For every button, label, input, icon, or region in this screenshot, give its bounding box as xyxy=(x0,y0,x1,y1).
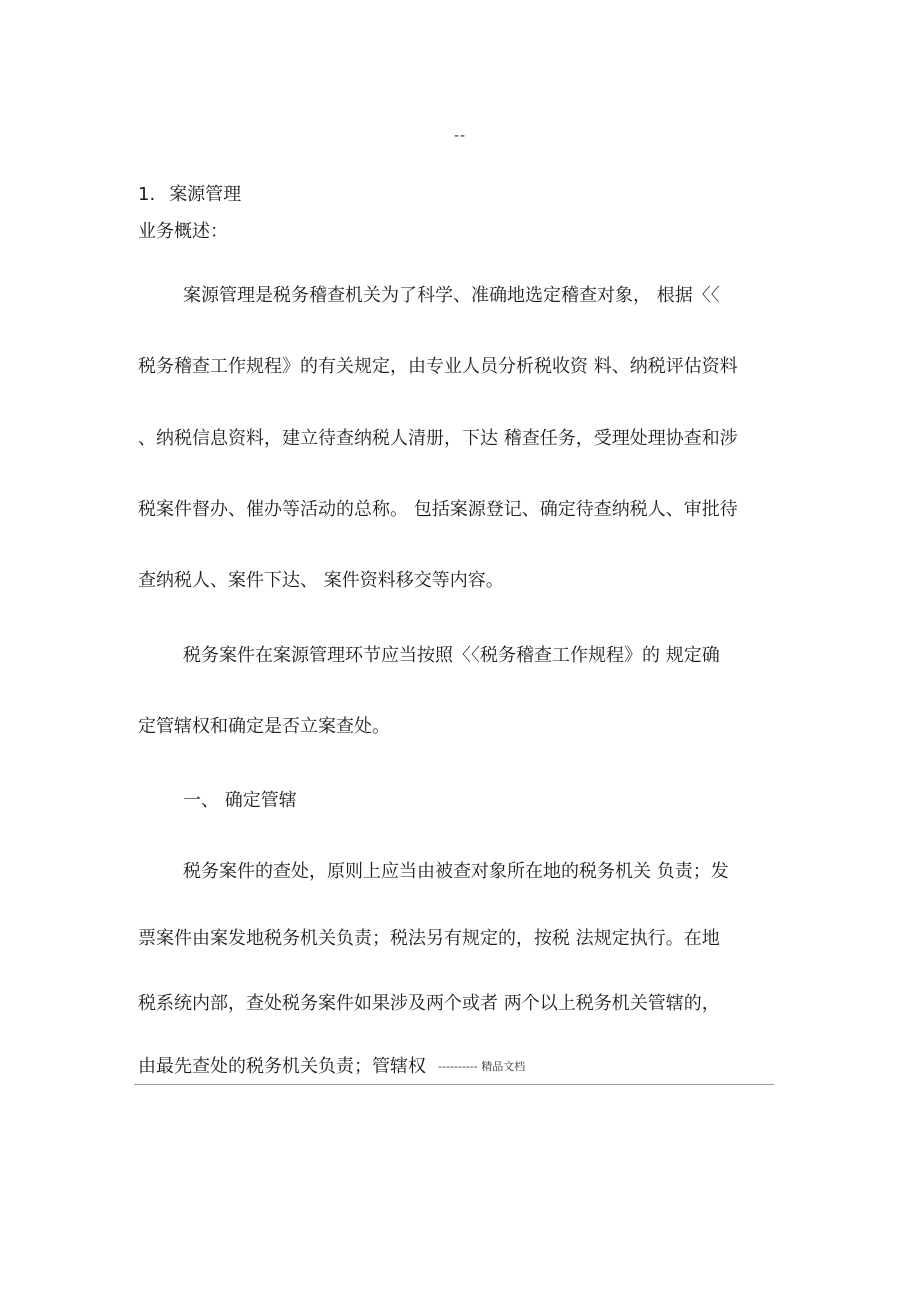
section-heading xyxy=(138,181,241,209)
paragraph-line: 票案件由案发地税务机关负责；税法另有规定的，按税 法规定执行。在地 xyxy=(138,928,720,949)
paragraph-line-last xyxy=(138,1053,525,1081)
heading-title: 案源管理 xyxy=(169,184,242,205)
paragraph-line-text: 由最先查处的税务机关负责；管辖权 xyxy=(138,1056,426,1077)
paragraph-line: 税务案件的查处，原则上应当由被查对象所在地的税务机关 负责；发 xyxy=(183,861,729,882)
paragraph-line: 、纳税信息资料，建立待查纳税人清册，下达 稽查任务，受理处理协查和涉 xyxy=(138,428,738,449)
paragraph-line: 定管辖权和确定是否立案查处。 xyxy=(138,716,390,737)
overview-label: 业务概述： xyxy=(138,221,228,242)
paragraph-line: 查纳税人、案件下达、 案件资料移交等内容。 xyxy=(138,570,504,591)
paragraph-line: 税案件督办、催办等活动的总称。 包括案源登记、确定待查纳税人、审批待 xyxy=(138,499,738,520)
paragraph-line: 税务案件在案源管理环节应当按照〈〈税务稽查工作规程》的 规定确 xyxy=(183,645,720,666)
header-mark: -- xyxy=(453,128,467,144)
footer-note: ---------- 精品文档 xyxy=(438,1060,526,1073)
paragraph-line: 税务稽查工作规程》的有关规定，由专业人员分析税收资 料、纳税评估资料 xyxy=(138,356,738,377)
paragraph-line: 税系统内部，查处税务案件如果涉及两个或者 两个以上税务机关管辖的， xyxy=(138,993,720,1014)
paragraph-line: 案源管理是税务稽查机关为了科学、准确地选定稽查对象， 根据〈〈 xyxy=(183,285,720,306)
footer-divider xyxy=(134,1084,774,1085)
subheading: 一、 确定管辖 xyxy=(183,790,297,811)
heading-number: 1. xyxy=(138,184,156,205)
